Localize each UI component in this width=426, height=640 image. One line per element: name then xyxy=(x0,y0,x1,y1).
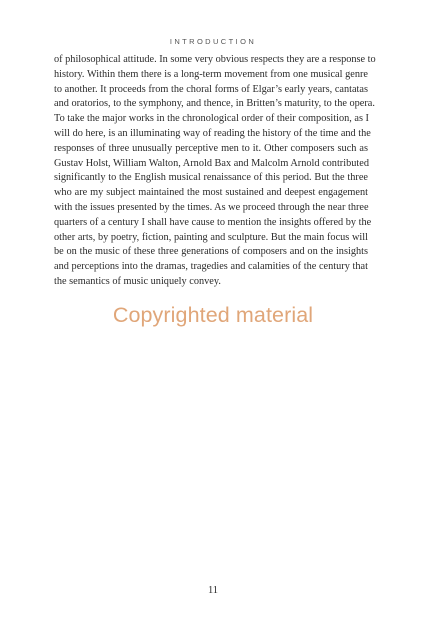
text-line: responses of three unusually perceptive men to it. Other composers such as xyxy=(54,142,368,154)
text-line: and oratorios, to the symphony, and thence, in Britten’s maturity, to the opera. xyxy=(54,98,375,110)
body-paragraph xyxy=(54,53,376,290)
running-head: INTRODUCTION xyxy=(169,37,257,46)
text-line: the semantics of music uniquely convey. xyxy=(54,275,221,287)
text-line: to another. It proceeds from the choral forms of Elgar’s early years, cantatas xyxy=(54,83,368,95)
page-number: 11 xyxy=(207,585,219,596)
text-line: will do here, is an illuminating way of reading the history of the time and the xyxy=(54,127,371,139)
copyright-watermark: Copyrighted material xyxy=(112,303,314,327)
text-line: of philosophical attitude. In some very obvious respects they are a response to xyxy=(54,54,376,65)
text-line: be on the music of these three generations of composers and on the insights xyxy=(54,246,368,258)
text-line: who are my subject maintained the most sustained and deepest engagement xyxy=(54,187,368,199)
text-line: history. Within them there is a long-term movement from one musical genre xyxy=(54,68,368,80)
text-line: Gustav Holst, William Walton, Arnold Bax and Malcolm Arnold contributed xyxy=(54,157,369,169)
text-line: quarters of a century I shall have cause to mention the insights offered by the xyxy=(54,216,372,228)
text-line: other arts, by poetry, fiction, painting and sculpture. But the main focus will xyxy=(54,231,368,243)
text-line: significantly to the English musical renaissance of this period. But the three xyxy=(54,172,368,184)
text-line: To take the major works in the chronological order of their composition, as I xyxy=(54,113,369,125)
text-line: with the issues presented by the times. As we proceed through the near three xyxy=(54,201,369,213)
text-line: and perceptions into the dramas, tragedies and calamities of the century that xyxy=(54,261,368,273)
